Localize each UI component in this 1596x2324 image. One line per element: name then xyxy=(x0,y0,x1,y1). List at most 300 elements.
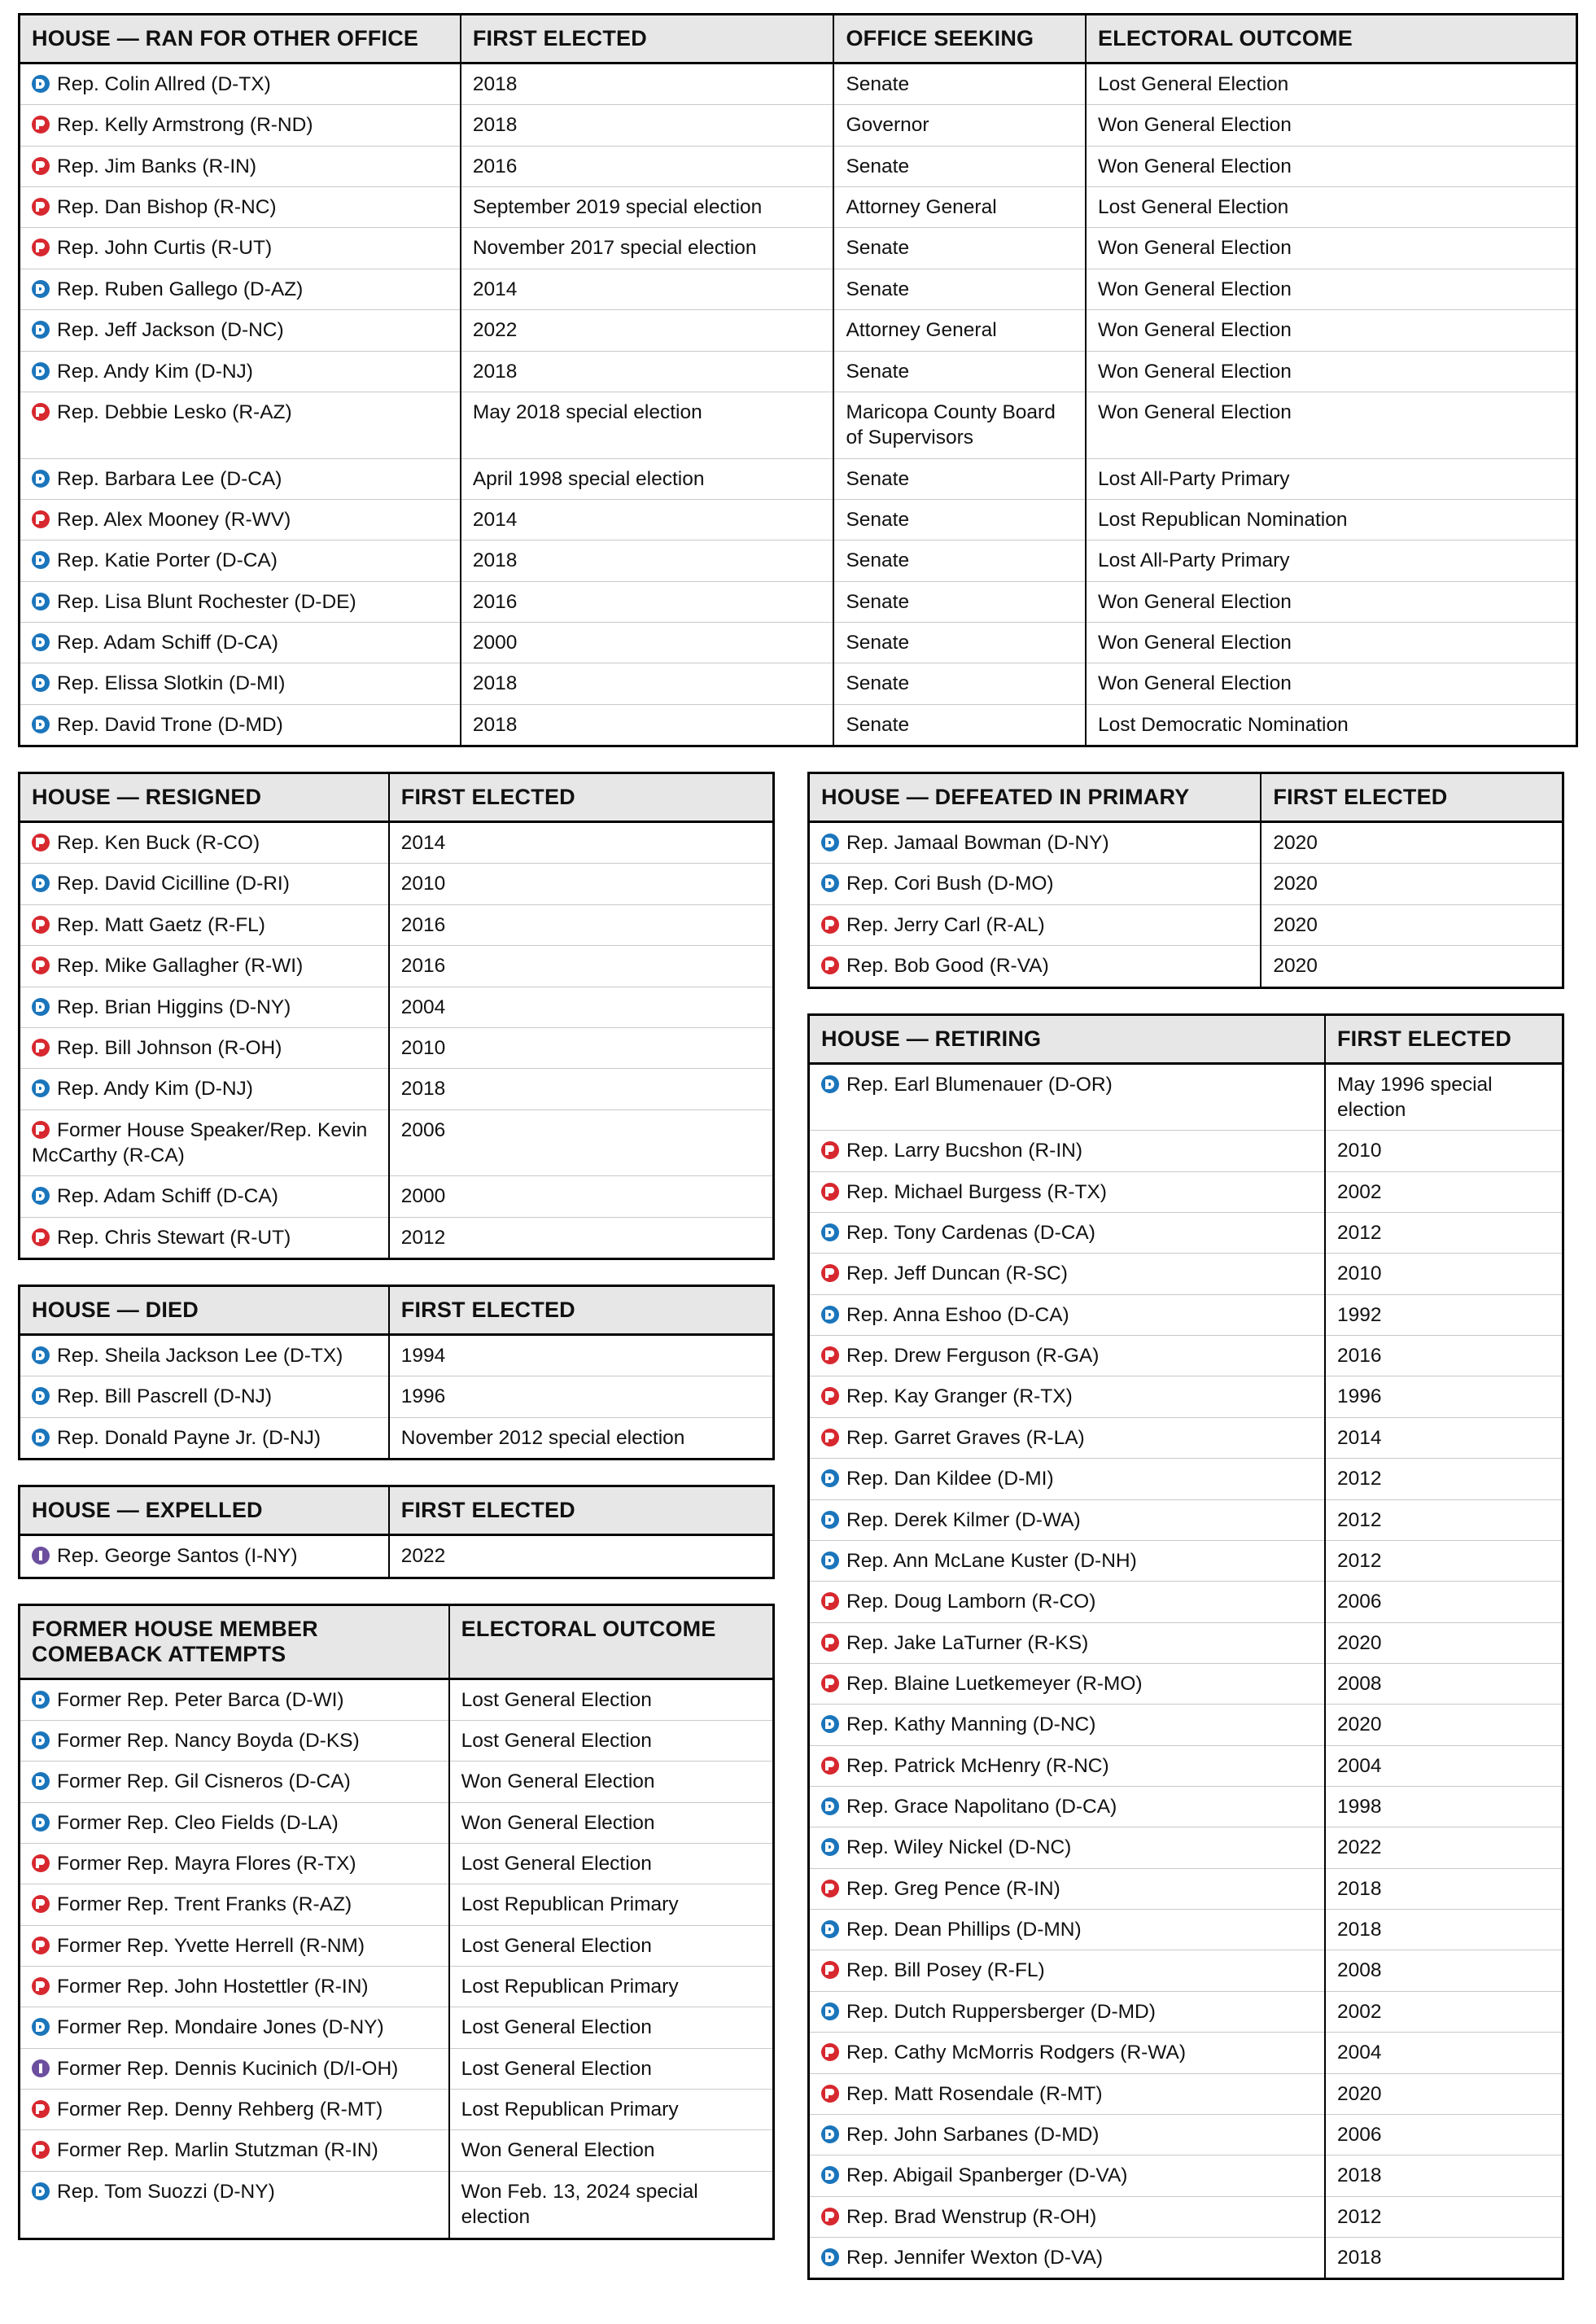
member-name: Rep. Sheila Jackson Lee (D-TX) xyxy=(57,1345,343,1368)
table-row xyxy=(20,146,1576,186)
electoral-outcome-cell: Lost General Election xyxy=(449,1925,772,1966)
table-row xyxy=(20,1535,772,1577)
column-header-name: FORMER HOUSE MEMBER COMEBACK ATTEMPTS xyxy=(20,1606,449,1679)
first-elected-cell: 2018 xyxy=(1325,1868,1562,1909)
member-name-cell xyxy=(810,2033,1325,2073)
party-d-icon xyxy=(32,2182,50,2200)
member-name-cell xyxy=(20,310,461,351)
table-row xyxy=(810,1171,1562,1212)
table-row xyxy=(810,822,1562,864)
table-body-retiring xyxy=(810,1063,1562,2278)
first-elected-cell: 1996 xyxy=(389,1376,772,1417)
column-header-electoral-outcome: ELECTORAL OUTCOME xyxy=(449,1606,772,1679)
first-elected-cell: 2004 xyxy=(1325,2033,1562,2073)
table-row xyxy=(20,581,1576,622)
first-elected-cell: 2018 xyxy=(461,63,834,105)
first-elected-cell: 1994 xyxy=(389,1335,772,1376)
party-r-icon xyxy=(821,1141,839,1159)
first-elected-cell: 1998 xyxy=(1325,1787,1562,1827)
member-name: Rep. Tony Cardenas (D-CA) xyxy=(846,1221,1095,1244)
member-name-cell xyxy=(20,1417,389,1458)
table-body-expelled xyxy=(20,1535,772,1577)
table-row xyxy=(810,2073,1562,2114)
member-name-cell xyxy=(20,1176,389,1217)
member-name: Former Rep. Denny Rehberg (R-MT) xyxy=(57,2099,383,2121)
member-name: Rep. Bill Posey (R-FL) xyxy=(846,1959,1045,1982)
member-name-cell xyxy=(20,946,389,987)
party-i-icon xyxy=(32,2059,50,2077)
member-name-cell xyxy=(810,1294,1325,1335)
first-elected-cell: 2012 xyxy=(389,1217,772,1258)
party-d-icon xyxy=(821,1469,839,1487)
office-seeking-cell: Senate xyxy=(833,146,1086,186)
party-d-icon xyxy=(821,2248,839,2266)
member-name-cell xyxy=(20,1967,449,2007)
table-row xyxy=(810,1294,1562,1335)
table-header-row xyxy=(20,1487,772,1535)
table-row xyxy=(20,1027,772,1068)
party-r-icon xyxy=(32,2100,50,2118)
member-name-cell xyxy=(810,904,1261,945)
table-row xyxy=(20,1967,772,2007)
party-d-icon xyxy=(821,1797,839,1815)
table-row xyxy=(20,904,772,945)
member-name: Former Rep. Mayra Flores (R-TX) xyxy=(57,1852,356,1875)
party-r-icon xyxy=(821,1429,839,1446)
table-row xyxy=(20,1335,772,1376)
party-r-icon xyxy=(32,239,50,256)
first-elected-cell: 2002 xyxy=(1325,1171,1562,1212)
table-row xyxy=(20,1109,772,1176)
party-d-icon xyxy=(821,2002,839,2020)
lower-two-column-layout xyxy=(18,772,1578,2304)
first-elected-cell: 2022 xyxy=(389,1535,772,1577)
column-header-name: HOUSE — EXPELLED xyxy=(20,1487,389,1535)
column-header-name: HOUSE — RETIRING xyxy=(810,1016,1325,1064)
member-name: Rep. Chris Stewart (R-UT) xyxy=(57,1226,291,1249)
table-body-ran-for-other-office xyxy=(20,63,1576,746)
member-name: Rep. Jim Banks (R-IN) xyxy=(57,155,257,177)
member-name: Rep. Jamaal Bowman (D-NY) xyxy=(846,832,1109,855)
member-name-cell xyxy=(20,2007,449,2048)
table-row xyxy=(20,2171,772,2237)
member-name-cell xyxy=(20,1762,449,1802)
member-name: Rep. Bill Pascrell (D-NJ) xyxy=(57,1385,273,1408)
first-elected-cell: 2018 xyxy=(1325,1910,1562,1950)
party-r-icon xyxy=(821,1880,839,1897)
party-d-icon xyxy=(32,674,50,692)
member-name: Rep. Ann McLane Kuster (D-NH) xyxy=(846,1549,1137,1572)
table-row xyxy=(810,1622,1562,1663)
first-elected-cell: April 1998 special election xyxy=(461,458,834,499)
party-r-icon xyxy=(32,510,50,528)
table-row xyxy=(810,1705,1562,1745)
member-name-cell xyxy=(20,458,461,499)
table-body-defeated-in-primary xyxy=(810,822,1562,987)
member-name-cell xyxy=(20,1217,389,1258)
first-elected-cell: September 2019 special election xyxy=(461,187,834,228)
first-elected-cell: 2022 xyxy=(1325,1827,1562,1868)
electoral-outcome-cell: Lost Republican Primary xyxy=(449,1967,772,2007)
first-elected-cell: 2006 xyxy=(1325,1582,1562,1622)
party-d-icon xyxy=(32,470,50,488)
party-d-icon xyxy=(821,1306,839,1324)
party-r-icon xyxy=(821,2208,839,2226)
table-row xyxy=(810,1827,1562,1868)
member-name-cell xyxy=(810,1336,1325,1376)
electoral-outcome-cell: Won General Election xyxy=(1086,392,1576,458)
member-name: Rep. Dan Bishop (R-NC) xyxy=(57,196,277,219)
member-name-cell xyxy=(810,1910,1325,1950)
member-name-cell xyxy=(20,864,389,904)
member-name-cell xyxy=(810,1376,1325,1417)
member-name: Rep. Michael Burgess (R-TX) xyxy=(846,1180,1107,1203)
first-elected-cell: 2018 xyxy=(1325,2155,1562,2196)
first-elected-cell: 2012 xyxy=(1325,2196,1562,2237)
member-name: Rep. John Sarbanes (D-MD) xyxy=(846,2123,1100,2146)
office-seeking-cell: Senate xyxy=(833,269,1086,309)
party-d-icon xyxy=(32,1731,50,1749)
table-row xyxy=(810,864,1562,904)
table-body-resigned xyxy=(20,822,772,1258)
member-name-cell xyxy=(810,1827,1325,1868)
table-row xyxy=(810,1336,1562,1376)
member-name-cell xyxy=(810,1254,1325,1294)
member-name: Rep. Kelly Armstrong (R-ND) xyxy=(57,114,313,137)
electoral-outcome-cell: Lost General Election xyxy=(1086,187,1576,228)
member-name-cell xyxy=(810,1582,1325,1622)
table-row xyxy=(810,2114,1562,2155)
member-name: Former Rep. Yvette Herrell (R-NM) xyxy=(57,1934,365,1957)
member-name-cell xyxy=(20,351,461,392)
party-r-icon xyxy=(821,1961,839,1979)
member-name-cell xyxy=(810,2237,1325,2278)
party-r-icon xyxy=(32,1977,50,1995)
column-header-first-elected: FIRST ELECTED xyxy=(389,1487,772,1535)
member-name-cell xyxy=(810,1745,1325,1786)
member-name-cell xyxy=(810,2073,1325,2114)
party-r-icon xyxy=(32,1895,50,1913)
member-name-cell xyxy=(20,663,461,704)
table-row xyxy=(20,105,1576,146)
table-row xyxy=(20,623,1576,663)
member-name-cell xyxy=(20,269,461,309)
table-row xyxy=(810,1787,1562,1827)
party-r-icon xyxy=(32,2141,50,2159)
column-header-first-elected: FIRST ELECTED xyxy=(461,15,834,63)
party-d-icon xyxy=(32,2018,50,2036)
first-elected-cell: 2006 xyxy=(1325,2114,1562,2155)
table-row xyxy=(20,392,1576,458)
party-r-icon xyxy=(821,956,839,974)
member-name: Rep. Adam Schiff (D-CA) xyxy=(57,1185,278,1208)
member-name: Former House Speaker/Rep. Kevin McCarthy (R-CA) xyxy=(32,1118,368,1166)
first-elected-cell: 2018 xyxy=(461,351,834,392)
electoral-outcome-cell: Won General Election xyxy=(1086,663,1576,704)
column-header-first-elected: FIRST ELECTED xyxy=(389,774,772,822)
first-elected-cell: 2000 xyxy=(389,1176,772,1217)
member-name-cell xyxy=(20,1720,449,1761)
table-row xyxy=(810,1063,1562,1131)
first-elected-cell: 2018 xyxy=(461,541,834,581)
first-elected-cell: 2018 xyxy=(461,663,834,704)
party-d-icon xyxy=(32,1387,50,1405)
office-seeking-cell: Attorney General xyxy=(833,310,1086,351)
party-d-icon xyxy=(32,998,50,1016)
member-name: Former Rep. Peter Barca (D-WI) xyxy=(57,1688,344,1711)
member-name: Rep. Anna Eshoo (D-CA) xyxy=(846,1303,1069,1326)
party-d-icon xyxy=(821,2125,839,2143)
table-row xyxy=(810,1459,1562,1499)
party-d-icon xyxy=(821,834,839,851)
member-name: Rep. David Cicilline (D-RI) xyxy=(57,873,290,895)
office-seeking-cell: Maricopa County Board of Supervisors xyxy=(833,392,1086,458)
table-row xyxy=(20,946,772,987)
member-name: Rep. Blaine Luetkemeyer (R-MO) xyxy=(846,1672,1143,1695)
first-elected-cell: 2000 xyxy=(461,623,834,663)
party-d-icon xyxy=(32,280,50,298)
table-header-row xyxy=(810,1016,1562,1064)
first-elected-cell: 2012 xyxy=(1325,1212,1562,1253)
table-row xyxy=(20,541,1576,581)
party-r-icon xyxy=(821,1592,839,1610)
member-name-cell xyxy=(20,63,461,105)
party-d-icon xyxy=(32,874,50,892)
member-name: Rep. Kay Granger (R-TX) xyxy=(846,1385,1073,1408)
party-r-icon xyxy=(32,116,50,133)
member-name: Rep. Grace Napolitano (D-CA) xyxy=(846,1796,1117,1818)
member-name: Rep. Earl Blumenauer (D-OR) xyxy=(846,1073,1113,1096)
member-name: Rep. Jeff Duncan (R-SC) xyxy=(846,1263,1068,1285)
member-name-cell xyxy=(810,1540,1325,1581)
member-name: Rep. Greg Pence (R-IN) xyxy=(846,1877,1060,1900)
member-name: Rep. Bill Johnson (R-OH) xyxy=(57,1036,282,1059)
member-name: Rep. Tom Suozzi (D-NY) xyxy=(57,2180,275,2203)
electoral-outcome-cell: Won General Election xyxy=(1086,269,1576,309)
first-elected-cell: 2002 xyxy=(1325,1991,1562,2032)
party-r-icon xyxy=(32,1039,50,1057)
member-name: Rep. Ruben Gallego (D-AZ) xyxy=(57,278,304,300)
member-name-cell xyxy=(810,1663,1325,1704)
member-name: Former Rep. Mondaire Jones (D-NY) xyxy=(57,2016,384,2039)
party-d-icon xyxy=(32,633,50,651)
table-row xyxy=(810,1254,1562,1294)
member-name-cell xyxy=(20,1027,389,1068)
first-elected-cell: 2020 xyxy=(1325,1622,1562,1663)
table-row xyxy=(20,1217,772,1258)
member-name: Rep. Larry Bucshon (R-IN) xyxy=(846,1140,1083,1162)
member-name: Rep. Dan Kildee (D-MI) xyxy=(846,1468,1054,1490)
first-elected-cell: 2018 xyxy=(1325,2237,1562,2278)
table-header-row xyxy=(20,774,772,822)
electoral-outcome-cell: Won General Election xyxy=(449,2130,772,2171)
party-r-icon xyxy=(32,956,50,974)
left-column xyxy=(18,772,775,2264)
first-elected-cell: 2004 xyxy=(1325,1745,1562,1786)
column-header-name: HOUSE — DEFEATED IN PRIMARY xyxy=(810,774,1261,822)
first-elected-cell: 2018 xyxy=(389,1069,772,1109)
member-name: Rep. Mike Gallagher (R-WI) xyxy=(57,955,304,978)
column-header-first-elected: FIRST ELECTED xyxy=(389,1287,772,1335)
first-elected-cell: November 2012 special election xyxy=(389,1417,772,1458)
member-name: Rep. Dutch Ruppersberger (D-MD) xyxy=(846,2000,1156,2023)
member-name-cell xyxy=(20,1335,389,1376)
member-name-cell xyxy=(810,1063,1325,1131)
party-r-icon xyxy=(32,1937,50,1954)
electoral-outcome-cell: Won General Election xyxy=(1086,105,1576,146)
member-name: Rep. Cori Bush (D-MO) xyxy=(846,873,1054,895)
first-elected-cell: November 2017 special election xyxy=(461,228,834,269)
member-name-cell xyxy=(810,2155,1325,2196)
party-d-icon xyxy=(32,1079,50,1097)
party-r-icon xyxy=(32,1854,50,1872)
column-header-name: HOUSE — RESIGNED xyxy=(20,774,389,822)
column-header-electoral-outcome: ELECTORAL OUTCOME xyxy=(1086,15,1576,63)
column-header-first-elected: FIRST ELECTED xyxy=(1261,774,1562,822)
party-d-icon xyxy=(821,1552,839,1569)
table-row xyxy=(810,1499,1562,1540)
first-elected-cell: 2014 xyxy=(1325,1417,1562,1458)
first-elected-cell: 2020 xyxy=(1261,822,1562,864)
first-elected-cell: 2012 xyxy=(1325,1499,1562,1540)
member-name: Rep. Derek Kilmer (D-WA) xyxy=(846,1508,1081,1531)
member-name: Rep. Ken Buck (R-CO) xyxy=(57,832,260,855)
member-name-cell xyxy=(810,1417,1325,1458)
table-row xyxy=(20,1884,772,1925)
table-row xyxy=(20,458,1576,499)
member-name: Rep. Garret Graves (R-LA) xyxy=(846,1426,1085,1449)
first-elected-cell: 2018 xyxy=(461,105,834,146)
office-seeking-cell: Attorney General xyxy=(833,187,1086,228)
electoral-outcome-cell: Lost Republican Primary xyxy=(449,2090,772,2130)
electoral-outcome-cell: Lost General Election xyxy=(449,2007,772,2048)
first-elected-cell: 2010 xyxy=(1325,1254,1562,1294)
member-name: Rep. Matt Gaetz (R-FL) xyxy=(57,913,265,936)
table-row xyxy=(810,1663,1562,1704)
member-name-cell xyxy=(810,2196,1325,2237)
table-row xyxy=(810,1868,1562,1909)
member-name-cell xyxy=(20,105,461,146)
party-d-icon xyxy=(32,593,50,611)
party-d-icon xyxy=(32,362,50,380)
member-name: Rep. Jake LaTurner (R-KS) xyxy=(846,1631,1089,1654)
member-name: Rep. Brad Wenstrup (R-OH) xyxy=(846,2205,1097,2228)
party-i-icon xyxy=(32,1547,50,1565)
first-elected-cell: 2014 xyxy=(461,499,834,540)
member-name: Former Rep. Cleo Fields (D-LA) xyxy=(57,1811,339,1834)
first-elected-cell: 2012 xyxy=(1325,1540,1562,1581)
member-name-cell xyxy=(20,2048,449,2089)
first-elected-cell: 2020 xyxy=(1261,904,1562,945)
table-row xyxy=(20,351,1576,392)
table-row xyxy=(20,63,1576,105)
table-row xyxy=(20,1802,772,1843)
table-row xyxy=(810,946,1562,987)
office-seeking-cell: Senate xyxy=(833,458,1086,499)
first-elected-cell: 2018 xyxy=(461,704,834,745)
member-name-cell xyxy=(810,1991,1325,2032)
office-seeking-cell: Senate xyxy=(833,228,1086,269)
column-header-office-seeking: OFFICE SEEKING xyxy=(833,15,1086,63)
table-row xyxy=(20,1843,772,1884)
member-name-cell xyxy=(20,1678,449,1720)
party-d-icon xyxy=(32,1772,50,1790)
table-died xyxy=(18,1285,775,1460)
table-defeated-in-primary xyxy=(807,772,1564,988)
member-name-cell xyxy=(20,1069,389,1109)
electoral-outcome-cell: Won General Election xyxy=(1086,228,1576,269)
party-d-icon xyxy=(821,1838,839,1856)
first-elected-cell: 2020 xyxy=(1261,946,1562,987)
member-name-cell xyxy=(810,2114,1325,2155)
party-r-icon xyxy=(821,1183,839,1201)
member-name-cell xyxy=(810,1705,1325,1745)
member-name: Rep. Cathy McMorris Rodgers (R-WA) xyxy=(846,2042,1187,2064)
first-elected-cell: 2016 xyxy=(1325,1336,1562,1376)
table-row xyxy=(810,1950,1562,1991)
electoral-outcome-cell: Won General Election xyxy=(1086,310,1576,351)
first-elected-cell: 2008 xyxy=(1325,1663,1562,1704)
electoral-outcome-cell: Lost General Election xyxy=(449,1843,772,1884)
first-elected-cell: 2010 xyxy=(1325,1131,1562,1171)
table-retiring xyxy=(807,1013,1564,2281)
first-elected-cell: 2016 xyxy=(389,904,772,945)
party-r-icon xyxy=(32,198,50,216)
member-name-cell xyxy=(20,822,389,864)
first-elected-cell: 2022 xyxy=(461,310,834,351)
table-row xyxy=(20,2130,772,2171)
electoral-outcome-cell: Lost Democratic Nomination xyxy=(1086,704,1576,745)
table-row xyxy=(810,1131,1562,1171)
table-row xyxy=(810,1910,1562,1950)
party-r-icon xyxy=(821,1346,839,1364)
member-name-cell xyxy=(20,228,461,269)
member-name: Former Rep. Dennis Kucinich (D/I-OH) xyxy=(57,2057,399,2080)
electoral-outcome-cell: Won Feb. 13, 2024 special election xyxy=(449,2171,772,2237)
member-name: Rep. Kathy Manning (D-NC) xyxy=(846,1713,1096,1736)
member-name: Rep. Andy Kim (D-NJ) xyxy=(57,1078,253,1101)
table-expelled xyxy=(18,1485,775,1578)
electoral-outcome-cell: Won General Election xyxy=(1086,351,1576,392)
table-header-row xyxy=(20,1606,772,1679)
party-d-icon xyxy=(32,321,50,339)
first-elected-cell: 2014 xyxy=(461,269,834,309)
electoral-outcome-cell: Won General Election xyxy=(449,1762,772,1802)
party-r-icon xyxy=(32,834,50,851)
table-row xyxy=(810,2196,1562,2237)
party-r-icon xyxy=(821,916,839,934)
table-row xyxy=(20,1720,772,1761)
member-name-cell xyxy=(20,704,461,745)
member-name: Rep. Dean Phillips (D-MN) xyxy=(846,1919,1082,1941)
electoral-outcome-cell: Lost General Election xyxy=(449,1720,772,1761)
member-name-cell xyxy=(20,2090,449,2130)
first-elected-cell: 2016 xyxy=(461,146,834,186)
table-row xyxy=(20,1762,772,1802)
member-name: Former Rep. Marlin Stutzman (R-IN) xyxy=(57,2139,378,2162)
party-r-icon xyxy=(821,1674,839,1692)
member-name: Rep. Alex Mooney (R-WV) xyxy=(57,508,291,531)
party-d-icon xyxy=(821,1075,839,1093)
member-name: Rep. Bob Good (R-VA) xyxy=(846,955,1049,978)
first-elected-cell: 2006 xyxy=(389,1109,772,1176)
member-name-cell xyxy=(20,1376,389,1417)
office-seeking-cell: Senate xyxy=(833,63,1086,105)
office-seeking-cell: Senate xyxy=(833,351,1086,392)
party-r-icon xyxy=(821,1387,839,1405)
member-name: Rep. Adam Schiff (D-CA) xyxy=(57,632,278,654)
member-name: Rep. Lisa Blunt Rochester (D-DE) xyxy=(57,590,356,613)
